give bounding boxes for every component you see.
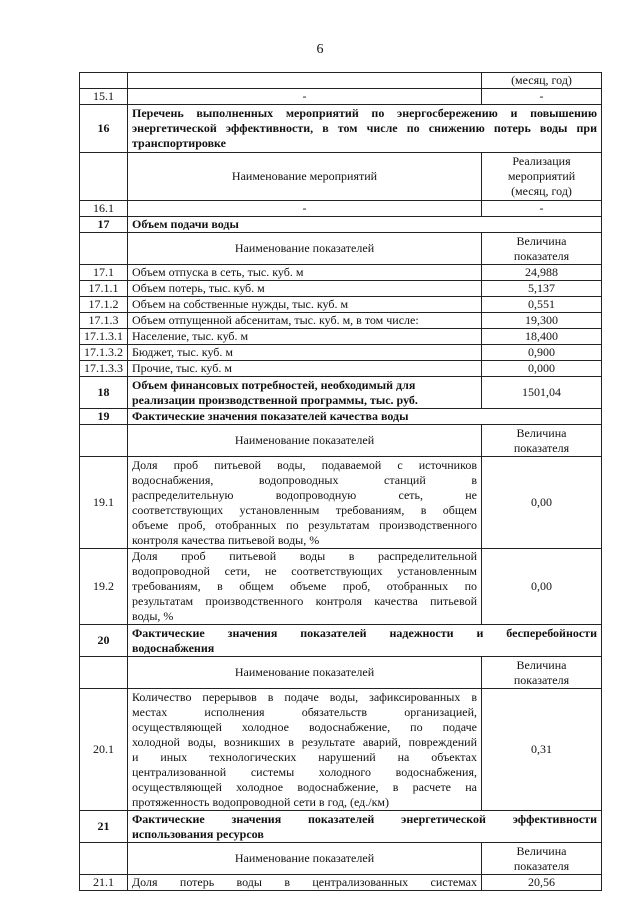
section-row [80,377,602,409]
row-name: Объем отпущенной абсенитам, тыс. куб. м, в том числе: [128,313,482,329]
row-value: - [482,201,602,217]
column-header-row [80,233,602,265]
column-header-name: Наименование показателей [128,657,482,689]
section-row [80,217,602,233]
section-title: Фактические значения показателей качества воды [128,409,602,425]
table-row [80,689,602,811]
section-row [80,409,602,425]
column-header-value: Величина показателя [482,425,602,457]
section-title: Объем финансовых потребностей, необходимый для реализации производственной программы, тыс. руб. [128,377,482,409]
row-name: Объем отпуска в сеть, тыс. куб. м [128,265,482,281]
column-header-value: Величина показателя [482,843,602,875]
row-name: Население, тыс. куб. м [128,329,482,345]
column-header-value: Реализация мероприятий (месяц, год) [482,153,602,201]
table-row [80,265,602,281]
row-value: 0,900 [482,345,602,361]
row-value: 5,137 [482,281,602,297]
column-header-row [80,657,602,689]
row-name: - [128,89,482,105]
table-row [80,73,602,89]
table-row [80,549,602,625]
section-row [80,811,602,843]
row-value: 0,000 [482,361,602,377]
column-header-name: Наименование мероприятий [128,153,482,201]
row-name: Доля потерь воды в централизованных системах [128,875,482,891]
table-row [80,345,602,361]
row-number: 17.1.3.1 [80,329,128,345]
row-number: 16.1 [80,201,128,217]
section-number: 17 [80,217,128,233]
table-row [80,313,602,329]
row-value: 18,400 [482,329,602,345]
section-title: Фактические значения показателей надежности и бесперебойности водоснабжения [128,625,602,657]
section-row [80,625,602,657]
column-header-row [80,425,602,457]
section-number: 18 [80,377,128,409]
table-row [80,329,602,345]
row-name: - [128,201,482,217]
section-number: 21 [80,811,128,843]
column-header-row [80,153,602,201]
row-name: Доля проб питьевой воды в распределительной водопроводной сети, не соответствующих установленным требованиям, в общем объеме проб, отобранных по результатам производственного контроля качества питьевой воды, % [128,549,482,625]
row-number: 19.1 [80,457,128,549]
section-title: Объем подачи воды [128,217,602,233]
row-number: 19.2 [80,549,128,625]
row-value: 0,00 [482,549,602,625]
section-number: 20 [80,625,128,657]
row-number: 17.1.1 [80,281,128,297]
column-header-value: Величина показателя [482,233,602,265]
table-row [80,361,602,377]
column-header-name: Наименование показателей [128,425,482,457]
row-value: 1501,04 [482,377,602,409]
row-value: 0,551 [482,297,602,313]
table-row [80,457,602,549]
column-header-value: Величина показателя [482,657,602,689]
column-header-row [80,843,602,875]
table-row [80,875,602,891]
row-value: 0,31 [482,689,602,811]
column-header-name: Наименование показателей [128,233,482,265]
row-value: 0,00 [482,457,602,549]
section-title: Фактические значения показателей энергетической эффективности использования ресурсов [128,811,602,843]
section-number: 19 [80,409,128,425]
row-number: 15.1 [80,89,128,105]
row-number: 20.1 [80,689,128,811]
table-row [80,281,602,297]
row-number: 21.1 [80,875,128,891]
indicators-table [79,72,602,891]
row-number: 17.1.3.3 [80,361,128,377]
row-name: Объем потерь, тыс. куб. м [128,281,482,297]
row-number: 17.1.3 [80,313,128,329]
row-name: Количество перерывов в подаче воды, зафиксированных в местах исполнения обязательств организацией, осуществляющей холодное водоснабжение, по подаче холодной воды, возникших в результате аварий, повреждений и иных технологических нарушений на объектах централизованной системы холодного водоснабжения, осуществляющей холодное водоснабжение, в расчете на протяженность водопроводной сети в год, (ед./км) [128,689,482,811]
row-name: Бюджет, тыс. куб. м [128,345,482,361]
row-name: Объем на собственные нужды, тыс. куб. м [128,297,482,313]
row-number: 17.1.3.2 [80,345,128,361]
table-row [80,297,602,313]
section-row [80,105,602,153]
column-header-name: Наименование показателей [128,843,482,875]
page-number: 6 [316,42,324,57]
row-name: Прочие, тыс. куб. м [128,361,482,377]
table-row [80,201,602,217]
row-value: 20,56 [482,875,602,891]
row-value: 19,300 [482,313,602,329]
section-number: 16 [80,105,128,153]
row-name: Доля проб питьевой воды, подаваемой с источников водоснабжения, водопроводных станций в распределительную водопроводную сеть, не соответствующих установленным требованиям, в общем объеме проб, отобранных по результатам производственного контроля качества питьевой воды, % [128,457,482,549]
row-value: 24,988 [482,265,602,281]
table-row [80,89,602,105]
row-number: 17.1 [80,265,128,281]
section-title: Перечень выполненных мероприятий по энергосбережению и повышению энергетической эффективности, в том числе по снижению потерь воды при транспортировке [128,105,602,153]
row-value: - [482,89,602,105]
value-header: (месяц, год) [482,73,602,89]
row-number: 17.1.2 [80,297,128,313]
